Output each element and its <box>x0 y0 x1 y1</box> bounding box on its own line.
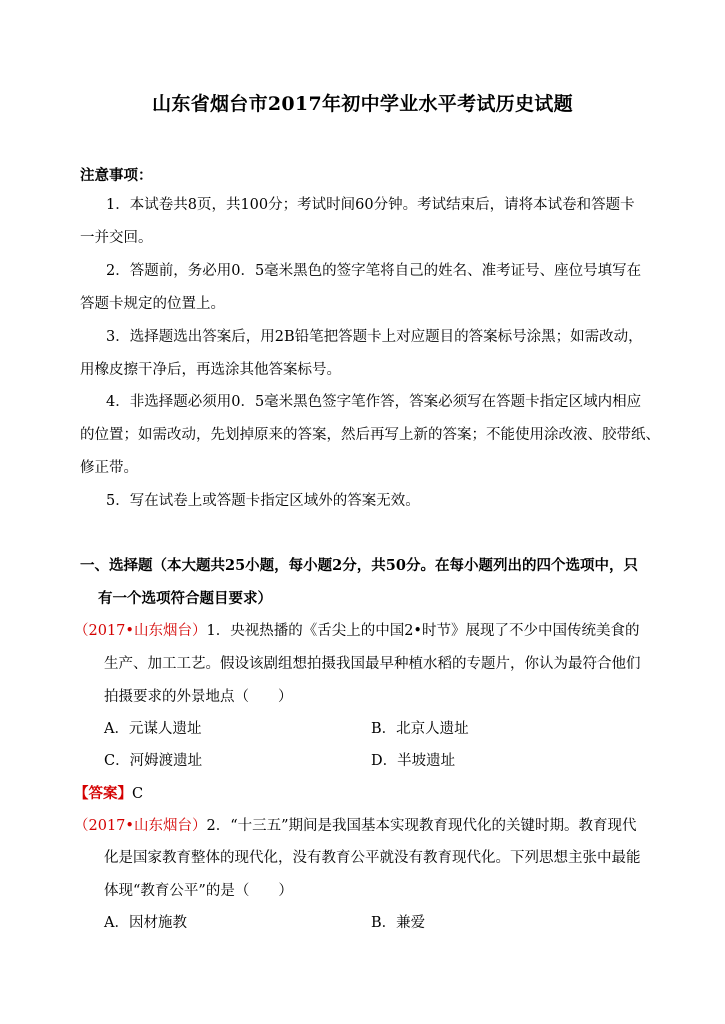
question-2 <box>74 814 637 835</box>
answer-label: 【答案】 <box>74 785 132 802</box>
question-source: （2017•山东烟台） <box>74 623 207 639</box>
notice-line: 修正带。 <box>80 460 138 476</box>
option-a: A．因材施教 <box>104 915 187 931</box>
notice-line: 4．非选择题必须用0．5毫米黑色签字笔作答，答案必须写在答题卡指定区域内相应 <box>106 394 642 410</box>
option-c: C．河姆渡遗址 <box>104 753 203 769</box>
option-b: B．北京人遗址 <box>371 721 469 737</box>
question-source: （2017•山东烟台） <box>74 818 207 834</box>
section-heading: 一、选择题（本大题共25小题，每小题2分，共50分。在每小题列出的四个选项中，只 <box>80 557 638 574</box>
page-title: 山东省烟台市2017年初中学业水平考试历史试题 <box>152 93 573 115</box>
question-text: 1．央视热播的《舌尖上的中国2•时节》展现了不少中国传统美食的 <box>206 623 640 639</box>
notice-line: 1．本试卷共8页，共100分；考试时间60分钟。考试结束后，请将本试卷和答题卡 <box>106 197 635 213</box>
question-text-cont: 体现“教育公平”的是（ ） <box>104 883 293 899</box>
notice-line: 3．选择题选出答案后，用2B铅笔把答题卡上对应题目的答案标号涂黑；如需改动， <box>106 329 643 345</box>
question-1 <box>74 619 639 640</box>
option-a: A．元谋人遗址 <box>104 721 202 737</box>
notice-line: 一并交回。 <box>80 230 153 246</box>
question-text: 2．“十三五”期间是我国基本实现教育现代化的关键时期。教育现代 <box>206 818 637 834</box>
question-text-cont: 生产、加工工艺。假设该剧组想拍摄我国最早种植水稻的专题片，你认为最符合他们 <box>104 656 641 672</box>
question-text-cont: 化是国家教育整体的现代化，没有教育公平就没有教育现代化。下列思想主张中最能 <box>104 850 641 866</box>
section-heading-cont: 有一个选项符合题目要求） <box>98 590 272 607</box>
question-text-cont: 拍摄要求的外景地点（ ） <box>104 689 293 705</box>
notice-line: 5．写在试卷上或答题卡指定区域外的答案无效。 <box>106 493 420 509</box>
option-b: B．兼爱 <box>371 915 426 931</box>
notice-line: 用橡皮擦干净后，再选涂其他答案标号。 <box>80 362 341 378</box>
notice-line: 答题卡规定的位置上。 <box>80 296 225 312</box>
notice-line: 2．答题前，务必用0．5毫米黑色的签字笔将自己的姓名、准考证号、座位号填写在 <box>106 263 642 279</box>
notice-heading: 注意事项： <box>80 167 153 184</box>
notice-line: 的位置；如需改动，先划掉原来的答案，然后再写上新的答案；不能使用涂改液、胶带纸、 <box>80 427 660 443</box>
option-d: D．半坡遗址 <box>371 753 456 769</box>
answer-value: C <box>132 786 144 802</box>
answer-line <box>74 782 143 803</box>
